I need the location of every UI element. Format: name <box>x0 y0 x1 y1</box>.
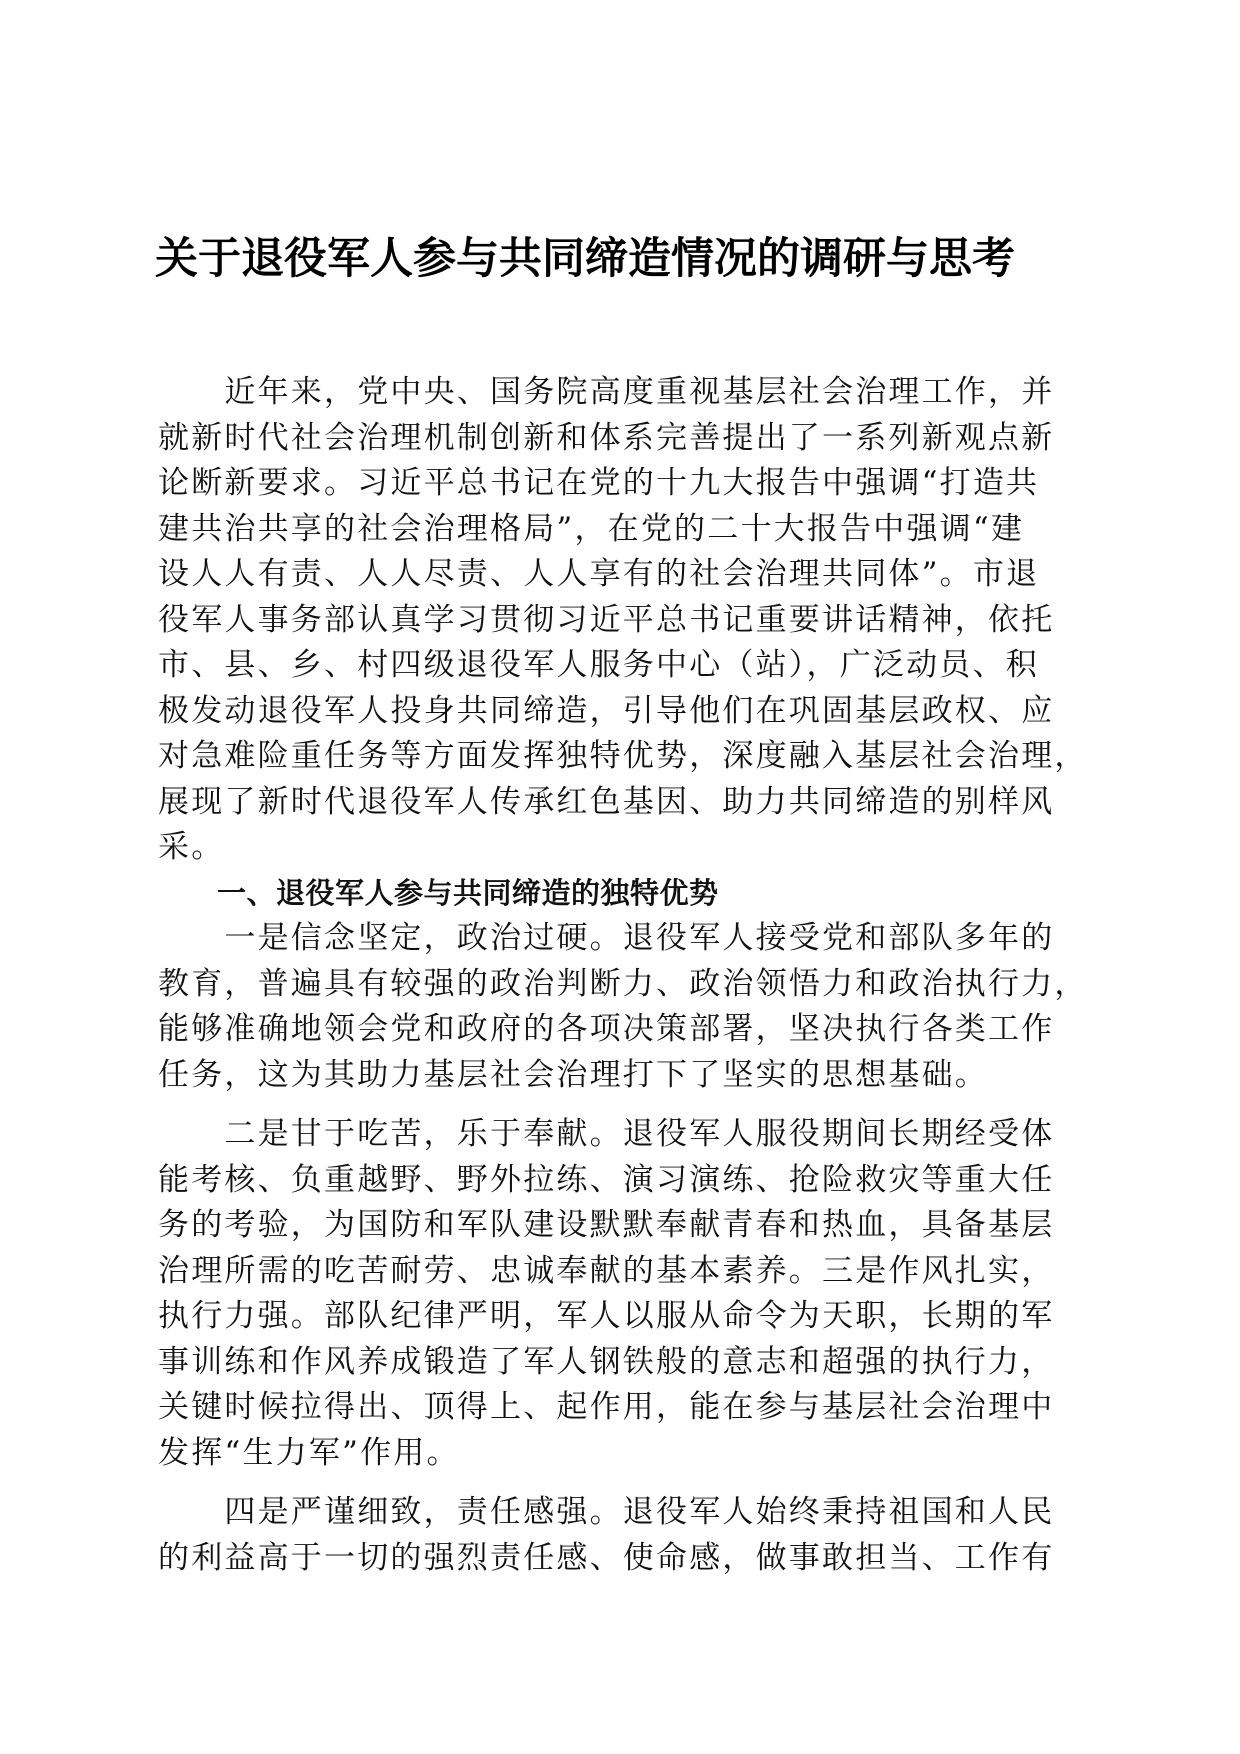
text-line: 极发动退役军人投身共同缔造，引导他们在巩固基层政权、应 <box>158 692 1055 729</box>
text-line: 关键时候拉得出、顶得上、起作用，能在参与基层社会治理中 <box>158 1389 1055 1425</box>
text-line: 四是严谨细致，责任感强。退役军人始终秉持祖国和人民 <box>158 1494 1055 1530</box>
section-heading: 一、退役军人参与共同缔造的独特优势 <box>158 875 719 910</box>
paragraph-gap <box>158 1098 1088 1112</box>
text-line: 事训练和作风养成锻造了军人钢铁般的意志和超强的执行力， <box>158 1343 1055 1380</box>
text-line: 二是甘于吃苦，乐于奉献。退役军人服役期间长期经受体 <box>158 1116 1055 1152</box>
text-line: 治理所需的吃苦耐劳、忠诚奉献的基本素养。三是作风扎实， <box>158 1252 1055 1289</box>
text-line: 论断新要求。习近平总书记在党的十九大报告中强调“打造共 <box>158 465 1040 501</box>
text-line: 的利益高于一切的强烈责任感、使命感，做事敢担当、工作有 <box>158 1539 1055 1576</box>
text-line: 务的考验，为国防和军队建设默默奉献青春和热血，具备基层 <box>158 1207 1055 1243</box>
text-line: 就新时代社会治理机制创新和体系完善提出了一系列新观点新 <box>158 419 1055 456</box>
text-line: 能够准确地领会党和政府的各项决策部署，坚决执行各类工作 <box>158 1011 1055 1047</box>
text-line: 教育，普遍具有较强的政治判断力、政治领悟力和政治执行力， <box>158 965 1088 1002</box>
text-line: 展现了新时代退役军人传承红色基因、助力共同缔造的别样风 <box>158 783 1055 820</box>
document-title: 关于退役军人参与共同缔造情况的调研与思考 <box>155 234 1015 284</box>
text-line: 近年来，党中央、国务院高度重视基层社会治理工作，并 <box>158 374 1055 410</box>
paragraph-gap <box>158 1476 1088 1490</box>
text-line: 市、县、乡、村四级退役军人服务中心（站），广泛动员、积 <box>158 647 1039 683</box>
text-line: 役军人事务部认真学习贯彻习近平总书记重要讲话精神，依托 <box>158 601 1055 638</box>
text-line: 建共治共享的社会治理格局”，在党的二十大报告中强调“建 <box>158 510 1025 547</box>
text-line: 一是信念坚定，政治过硬。退役军人接受党和部队多年的 <box>158 920 1055 956</box>
text-line: 任务，这为其助力基层社会治理打下了坚实的思想基础。 <box>158 1056 988 1093</box>
text-line: 采。 <box>158 829 225 865</box>
text-line: 能考核、负重越野、野外拉练、演习演练、抢险救灾等重大任 <box>158 1161 1055 1198</box>
text-line: 设人人有责、人人尽责、人人享有的社会治理共同体”。市退 <box>158 556 1040 592</box>
text-line: 对急难险重任务等方面发挥独特优势，深度融入基层社会治理， <box>158 738 1088 774</box>
document-body <box>158 370 1088 1581</box>
text-line: 发挥“生力军”作用。 <box>158 1434 460 1471</box>
text-line: 执行力强。部队纪律严明，军人以服从命令为天职，长期的军 <box>158 1298 1055 1334</box>
